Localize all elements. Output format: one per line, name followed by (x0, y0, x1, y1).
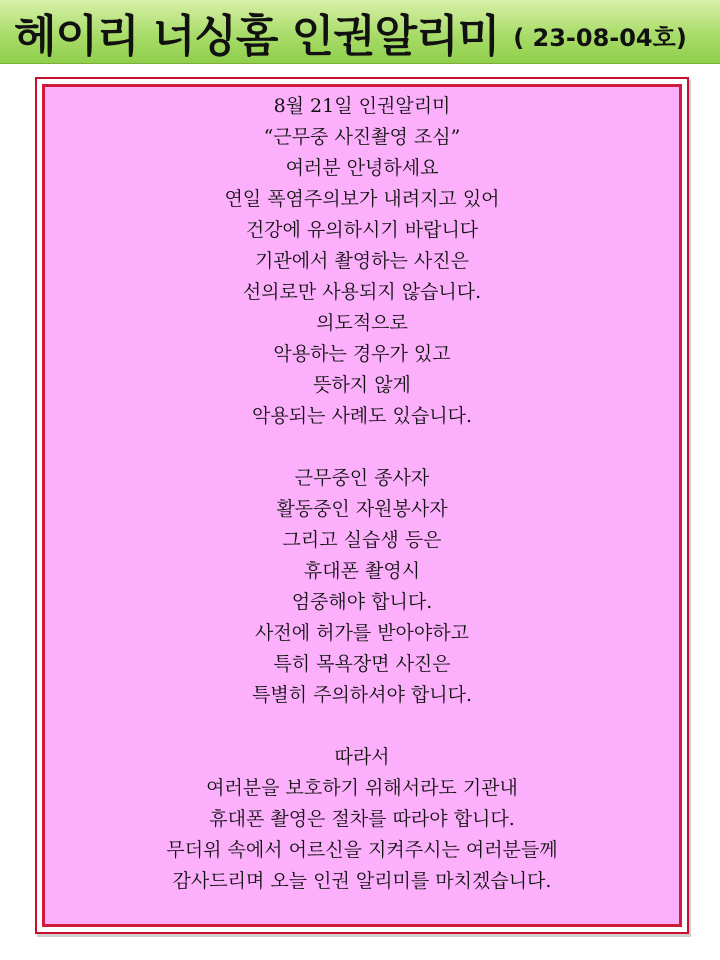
notice-line: 뜻하지 않게 (313, 374, 411, 396)
notice-line: 엄중해야 합니다. (291, 591, 433, 613)
issue-number: ( 23-08-04호) (513, 24, 687, 52)
notice-line: 특히 목욕장면 사진은 (273, 653, 451, 675)
notice-line: “근무중 사진촬영 조심” (263, 126, 461, 148)
notice-line: 그리고 실습생 등은 (282, 529, 442, 551)
notice-frame (35, 77, 689, 934)
notice-body (45, 91, 679, 897)
notice-line: 여러분 안녕하세요 (285, 157, 439, 179)
notice-line: 여러분을 보호하기 위해서라도 기관내 (206, 777, 518, 799)
notice-line: 악용되는 사례도 있습니다. (251, 405, 472, 427)
notice-line: 무더위 속에서 어르신을 지켜주시는 여러분들께 (166, 839, 558, 861)
notice-line: 감사드리며 오늘 인권 알리미를 마치겠습니다. (172, 870, 552, 892)
header-banner (0, 0, 720, 64)
notice-blank-line (45, 432, 679, 463)
notice-line: 특별히 주의하셔야 합니다. (251, 684, 472, 706)
notice-line: 의도적으로 (316, 312, 408, 334)
notice-line: 8월 21일 인권알리미 (273, 95, 451, 117)
notice-blank-line (45, 711, 679, 742)
notice-line: 휴대폰 촬영은 절차를 따라야 합니다. (209, 808, 515, 830)
page-title: 헤이리 너싱홈 인권알리미 (14, 10, 500, 62)
notice-panel (42, 84, 682, 927)
notice-line: 선의로만 사용되지 않습니다. (242, 281, 482, 303)
notice-line: 연일 폭염주의보가 내려지고 있어 (224, 188, 500, 210)
notice-line: 휴대폰 촬영시 (303, 560, 421, 582)
notice-line: 따라서 (334, 746, 390, 768)
notice-line: 악용하는 경우가 있고 (273, 343, 451, 365)
notice-line: 기관에서 촬영하는 사진은 (255, 250, 469, 272)
notice-line: 활동중인 자원봉사자 (276, 498, 448, 520)
notice-line: 근무중인 종사자 (294, 467, 430, 489)
notice-line: 건강에 유의하시기 바랍니다 (245, 219, 479, 241)
notice-line: 사전에 허가를 받아야하고 (255, 622, 469, 644)
